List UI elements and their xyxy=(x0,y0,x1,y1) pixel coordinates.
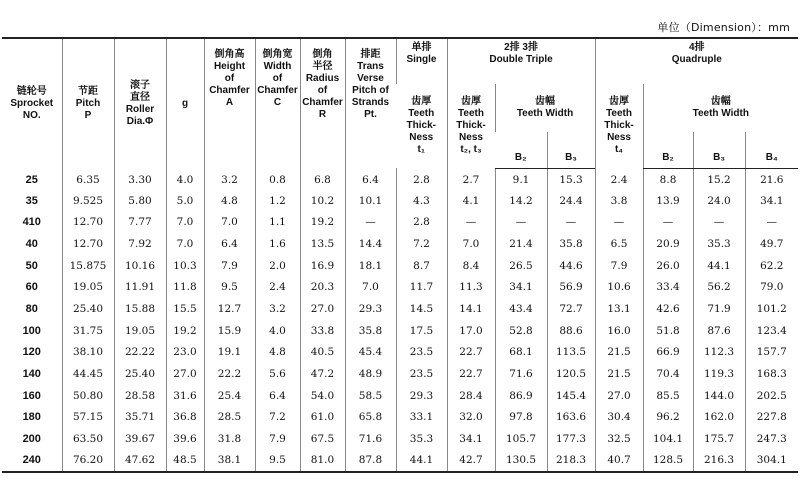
table-cell: 216.3 xyxy=(693,450,745,472)
table-cell: 31.75 xyxy=(62,320,114,342)
table-cell: — xyxy=(693,211,745,233)
table-cell: 25.4 xyxy=(204,385,255,407)
table-cell: 71.6 xyxy=(495,363,547,385)
table-row xyxy=(2,385,798,407)
table-cell: 67.5 xyxy=(300,428,345,450)
table-cell: 39.6 xyxy=(166,428,204,450)
table-cell: 40.5 xyxy=(300,342,345,364)
table-cell: 15.2 xyxy=(693,168,745,190)
table-cell: 20.3 xyxy=(300,276,345,298)
table-cell: — xyxy=(595,211,643,233)
table-cell: 71.6 xyxy=(345,428,396,450)
header-g: g xyxy=(166,38,204,168)
table-cell: 85.5 xyxy=(643,385,693,407)
table-cell: 4.8 xyxy=(204,190,255,212)
table-cell: 27.0 xyxy=(166,363,204,385)
table-cell: 157.7 xyxy=(745,342,798,364)
table-cell: 6.5 xyxy=(595,233,643,255)
sprocket-number-cell: 50 xyxy=(25,259,38,272)
table-cell: 12.70 xyxy=(62,233,114,255)
table-cell: 3.30 xyxy=(114,168,166,190)
table-cell: 24.0 xyxy=(693,190,745,212)
header-height-of-chamfer: 倒角高 Height of Chamfer A xyxy=(204,38,255,168)
table-cell: 10.2 xyxy=(300,190,345,212)
table-cell: 6.35 xyxy=(62,168,114,190)
table-cell: 14.1 xyxy=(447,298,495,320)
table-cell: 50.80 xyxy=(62,385,114,407)
table-cell: 3.2 xyxy=(255,298,300,320)
table-body xyxy=(2,168,798,472)
table-cell: 104.1 xyxy=(643,428,693,450)
table-cell: 27.0 xyxy=(595,385,643,407)
table-cell: 86.9 xyxy=(495,385,547,407)
table-cell: 7.0 xyxy=(447,233,495,255)
table-cell: 7.9 xyxy=(595,255,643,277)
table-cell: 35.8 xyxy=(547,233,595,255)
unit-label: 单位（Dimension）：mm xyxy=(657,21,790,34)
table-cell: 177.3 xyxy=(547,428,595,450)
table-cell: 8.8 xyxy=(643,168,693,190)
table-cell: 42.7 xyxy=(447,450,495,472)
table-cell: 18.1 xyxy=(345,255,396,277)
table-cell: 10.3 xyxy=(166,255,204,277)
table-cell: 51.8 xyxy=(643,320,693,342)
table-cell: 45.4 xyxy=(345,342,396,364)
header-double-triple: 2排 3排 Double Triple xyxy=(447,38,595,84)
table-cell: 9.525 xyxy=(62,190,114,212)
table-row xyxy=(2,211,798,233)
table-cell: 62.2 xyxy=(745,255,798,277)
table-cell: 101.2 xyxy=(745,298,798,320)
table-row xyxy=(2,363,798,385)
header-radius-of-chamfer: 倒角 半径 Radius of Chamfer R xyxy=(300,38,345,168)
table-cell: 35.3 xyxy=(396,428,447,450)
table-cell: 4.0 xyxy=(255,320,300,342)
table-cell: 175.7 xyxy=(693,428,745,450)
table-cell: 10.16 xyxy=(114,255,166,277)
table-cell: 35.71 xyxy=(114,407,166,429)
header-b2: B₂ xyxy=(495,132,547,168)
table-cell: 2.0 xyxy=(255,255,300,277)
header-transverse-pitch: 排距 Trans Verse Pitch of Strands Pt. xyxy=(345,38,396,168)
header-quad-b2: B₂ xyxy=(643,132,693,168)
table-cell: 119.3 xyxy=(693,363,745,385)
table-cell: 10.6 xyxy=(595,276,643,298)
table-cell: 25.40 xyxy=(62,298,114,320)
table-row xyxy=(2,190,798,212)
table-cell: 17.0 xyxy=(447,320,495,342)
table-cell: 15.5 xyxy=(166,298,204,320)
table-cell: 168.3 xyxy=(745,363,798,385)
table-cell: 7.2 xyxy=(255,407,300,429)
table-cell: 30.4 xyxy=(595,407,643,429)
table-cell: 34.1 xyxy=(745,190,798,212)
table-cell: 145.4 xyxy=(547,385,595,407)
table-cell: 26.5 xyxy=(495,255,547,277)
sprocket-number-cell: 35 xyxy=(25,194,38,207)
table-cell: 68.1 xyxy=(495,342,547,364)
sprocket-number-cell: 180 xyxy=(22,411,41,424)
table-cell: 20.9 xyxy=(643,233,693,255)
table-cell: 130.5 xyxy=(495,450,547,472)
table-cell: 11.7 xyxy=(396,276,447,298)
table-cell: 162.0 xyxy=(693,407,745,429)
table-cell: — xyxy=(745,211,798,233)
table-cell: 32.0 xyxy=(447,407,495,429)
table-cell: 9.5 xyxy=(204,276,255,298)
header-quad-b3: B₃ xyxy=(693,132,745,168)
table-cell: 247.3 xyxy=(745,428,798,450)
table-cell: 21.5 xyxy=(595,342,643,364)
table-cell: 38.10 xyxy=(62,342,114,364)
table-cell: 44.1 xyxy=(396,450,447,472)
table-cell: 33.8 xyxy=(300,320,345,342)
table-cell: 14.4 xyxy=(345,233,396,255)
header-width-of-chamfer: 倒角宽 Width of Chamfer C xyxy=(255,38,300,168)
table-cell: 1.2 xyxy=(255,190,300,212)
table-cell: 218.3 xyxy=(547,450,595,472)
table-cell: 71.9 xyxy=(693,298,745,320)
table-cell: 11.3 xyxy=(447,276,495,298)
table-cell: 13.5 xyxy=(300,233,345,255)
table-cell: 3.8 xyxy=(595,190,643,212)
table-cell: 54.0 xyxy=(300,385,345,407)
table-cell: 39.67 xyxy=(114,428,166,450)
table-cell: — xyxy=(643,211,693,233)
table-cell: 43.4 xyxy=(495,298,547,320)
table-cell: 2.4 xyxy=(255,276,300,298)
header-teeth-thickness-t2-t3: 齿厚 Teeth Thick- Ness t₂, t₃ xyxy=(447,84,495,168)
table-cell: 47.62 xyxy=(114,450,166,472)
header-quadruple: 4排 Quadruple xyxy=(595,38,798,84)
table-cell: 8.4 xyxy=(447,255,495,277)
table-cell: 17.5 xyxy=(396,320,447,342)
table-row xyxy=(2,233,798,255)
table-row xyxy=(2,168,798,190)
table-cell: 7.9 xyxy=(255,428,300,450)
sprocket-number-cell: 410 xyxy=(22,216,41,229)
table-cell: 15.88 xyxy=(114,298,166,320)
table-cell: 3.2 xyxy=(204,168,255,190)
table-cell: 76.20 xyxy=(62,450,114,472)
table-cell: 28.58 xyxy=(114,385,166,407)
table-cell: 7.9 xyxy=(204,255,255,277)
table-cell: 16.9 xyxy=(300,255,345,277)
header-quad-b4: B₄ xyxy=(745,132,798,168)
table-cell: 42.6 xyxy=(643,298,693,320)
table-row xyxy=(2,298,798,320)
table-cell: 112.3 xyxy=(693,342,745,364)
table-row xyxy=(2,428,798,450)
table-cell: 7.0 xyxy=(166,233,204,255)
table-cell: 34.1 xyxy=(495,276,547,298)
header-teeth-width-quadruple: 齿幅 Teeth Width xyxy=(643,84,798,132)
table-cell: 10.1 xyxy=(345,190,396,212)
sprocket-number-cell: 100 xyxy=(22,324,41,337)
table-cell: 27.0 xyxy=(300,298,345,320)
table-cell: — xyxy=(495,211,547,233)
table-cell: 97.8 xyxy=(495,407,547,429)
table-cell: 163.6 xyxy=(547,407,595,429)
sprocket-number-cell: 25 xyxy=(25,173,38,186)
table-cell: 22.7 xyxy=(447,363,495,385)
table-cell: 61.0 xyxy=(300,407,345,429)
table-row xyxy=(2,320,798,342)
table-cell: 56.9 xyxy=(547,276,595,298)
table-cell: 33.4 xyxy=(643,276,693,298)
table-cell: 15.875 xyxy=(62,255,114,277)
table-cell: 202.5 xyxy=(745,385,798,407)
table-cell: 56.2 xyxy=(693,276,745,298)
table-cell: 12.7 xyxy=(204,298,255,320)
sprocket-number-cell: 140 xyxy=(22,368,41,381)
table-cell: 19.2 xyxy=(166,320,204,342)
sprocket-number-cell: 40 xyxy=(25,237,38,250)
table-cell: 4.3 xyxy=(396,190,447,212)
table-cell: 57.15 xyxy=(62,407,114,429)
table-cell: 15.9 xyxy=(204,320,255,342)
table-cell: 66.9 xyxy=(643,342,693,364)
table-cell: 2.8 xyxy=(396,168,447,190)
table-cell: 25.40 xyxy=(114,363,166,385)
table-cell: 12.70 xyxy=(62,211,114,233)
table-cell: 1.1 xyxy=(255,211,300,233)
table-cell: 96.2 xyxy=(643,407,693,429)
header-sprocket-no: 链轮号 Sprocket NO. xyxy=(10,85,54,121)
table-cell: 23.0 xyxy=(166,342,204,364)
table-cell: 29.3 xyxy=(396,385,447,407)
table-row xyxy=(2,276,798,298)
table-row xyxy=(2,255,798,277)
table-cell: 35.8 xyxy=(345,320,396,342)
table-row xyxy=(2,407,798,429)
table-cell: 6.8 xyxy=(300,168,345,190)
table-cell: 58.5 xyxy=(345,385,396,407)
table-cell: 31.6 xyxy=(166,385,204,407)
table-cell: 48.5 xyxy=(166,450,204,472)
table-cell: 31.8 xyxy=(204,428,255,450)
table-cell: 19.05 xyxy=(62,276,114,298)
table-cell: 19.05 xyxy=(114,320,166,342)
table-cell: 123.4 xyxy=(745,320,798,342)
table-cell: 26.0 xyxy=(643,255,693,277)
table-cell: 88.6 xyxy=(547,320,595,342)
table-cell: 22.22 xyxy=(114,342,166,364)
table-cell: 8.7 xyxy=(396,255,447,277)
table-cell: 21.6 xyxy=(745,168,798,190)
table-cell: 6.4 xyxy=(255,385,300,407)
table-header xyxy=(2,38,798,168)
table-cell: 72.7 xyxy=(547,298,595,320)
table-cell: 11.91 xyxy=(114,276,166,298)
table-cell: 7.2 xyxy=(396,233,447,255)
table-cell: 19.2 xyxy=(300,211,345,233)
table-cell: 11.8 xyxy=(166,276,204,298)
table-cell: 144.0 xyxy=(693,385,745,407)
table-cell: 29.3 xyxy=(345,298,396,320)
table-cell: 1.6 xyxy=(255,233,300,255)
table-cell: 47.2 xyxy=(300,363,345,385)
table-cell: 105.7 xyxy=(495,428,547,450)
sprocket-number-cell: 120 xyxy=(22,346,41,359)
table-cell: 7.0 xyxy=(345,276,396,298)
table-cell: 33.1 xyxy=(396,407,447,429)
table-cell: 128.5 xyxy=(643,450,693,472)
table-cell: 36.8 xyxy=(166,407,204,429)
table-cell: 113.5 xyxy=(547,342,595,364)
table-cell: 24.4 xyxy=(547,190,595,212)
table-cell: — xyxy=(547,211,595,233)
table-cell: 120.5 xyxy=(547,363,595,385)
table-row xyxy=(2,342,798,364)
table-cell: 4.8 xyxy=(255,342,300,364)
table-cell: 87.8 xyxy=(345,450,396,472)
table-cell: 6.4 xyxy=(345,168,396,190)
table-cell: 87.6 xyxy=(693,320,745,342)
table-cell: 6.4 xyxy=(204,233,255,255)
table-cell: 44.1 xyxy=(693,255,745,277)
header-b3: B₃ xyxy=(547,132,595,168)
table-cell: 79.0 xyxy=(745,276,798,298)
table-cell: 28.4 xyxy=(447,385,495,407)
table-cell: 7.77 xyxy=(114,211,166,233)
table-cell: 5.6 xyxy=(255,363,300,385)
table-cell: 19.1 xyxy=(204,342,255,364)
table-cell: 2.4 xyxy=(595,168,643,190)
table-cell: 2.8 xyxy=(396,211,447,233)
table-row xyxy=(2,450,798,472)
table-cell: 15.3 xyxy=(547,168,595,190)
sprocket-number-cell: 160 xyxy=(22,389,41,402)
table-cell: 21.4 xyxy=(495,233,547,255)
table-cell: 7.0 xyxy=(166,211,204,233)
table-cell: 0.8 xyxy=(255,168,300,190)
table-cell: 49.7 xyxy=(745,233,798,255)
header-teeth-width-double-triple: 齿幅 Teeth Width xyxy=(495,84,595,132)
table-cell: 22.2 xyxy=(204,363,255,385)
table-cell: 9.5 xyxy=(255,450,300,472)
header-roller-dia: 滚子 直径 Roller Dia.Φ xyxy=(114,38,166,168)
table-cell: 44.45 xyxy=(62,363,114,385)
sprocket-number-cell: 240 xyxy=(22,454,41,467)
table-cell: 227.8 xyxy=(745,407,798,429)
table-cell: 7.92 xyxy=(114,233,166,255)
table-cell: — xyxy=(345,211,396,233)
table-cell: 2.7 xyxy=(447,168,495,190)
header-teeth-thickness-t4: 齿厚 Teeth Thick- Ness t₄ xyxy=(595,84,643,168)
table-cell: 28.5 xyxy=(204,407,255,429)
header-teeth-thickness-t1: 齿厚 Teeth Thick- Ness t₁ xyxy=(406,96,436,155)
table-cell: 9.1 xyxy=(495,168,547,190)
table-cell: 5.0 xyxy=(166,190,204,212)
sprocket-number-cell: 200 xyxy=(22,433,41,446)
table-cell: 65.8 xyxy=(345,407,396,429)
sprocket-number-cell: 60 xyxy=(25,281,38,294)
table-cell: 4.0 xyxy=(166,168,204,190)
table-cell: 14.2 xyxy=(495,190,547,212)
table-cell: 22.7 xyxy=(447,342,495,364)
table-cell: 70.4 xyxy=(643,363,693,385)
table-cell: 48.9 xyxy=(345,363,396,385)
table-cell: 52.8 xyxy=(495,320,547,342)
header-pitch: 节距 Pitch P xyxy=(62,38,114,168)
table-cell: 16.0 xyxy=(595,320,643,342)
table-cell: 40.7 xyxy=(595,450,643,472)
table-cell: 304.1 xyxy=(745,450,798,472)
table-cell: 4.1 xyxy=(447,190,495,212)
table-cell: 44.6 xyxy=(547,255,595,277)
table-cell: 7.0 xyxy=(204,211,255,233)
table-cell: 21.5 xyxy=(595,363,643,385)
table-cell: 32.5 xyxy=(595,428,643,450)
table-cell: 14.5 xyxy=(396,298,447,320)
table-cell: 13.1 xyxy=(595,298,643,320)
table-cell: 5.80 xyxy=(114,190,166,212)
table-cell: 23.5 xyxy=(396,363,447,385)
table-cell: 13.9 xyxy=(643,190,693,212)
header-single: 单排 Single xyxy=(396,38,447,84)
table-cell: — xyxy=(447,211,495,233)
table-cell: 63.50 xyxy=(62,428,114,450)
table-cell: 38.1 xyxy=(204,450,255,472)
sprocket-spec-table xyxy=(2,37,798,473)
table-cell: 34.1 xyxy=(447,428,495,450)
table-cell: 81.0 xyxy=(300,450,345,472)
table-cell: 23.5 xyxy=(396,342,447,364)
table-cell: 35.3 xyxy=(693,233,745,255)
sprocket-number-cell: 80 xyxy=(25,302,38,315)
